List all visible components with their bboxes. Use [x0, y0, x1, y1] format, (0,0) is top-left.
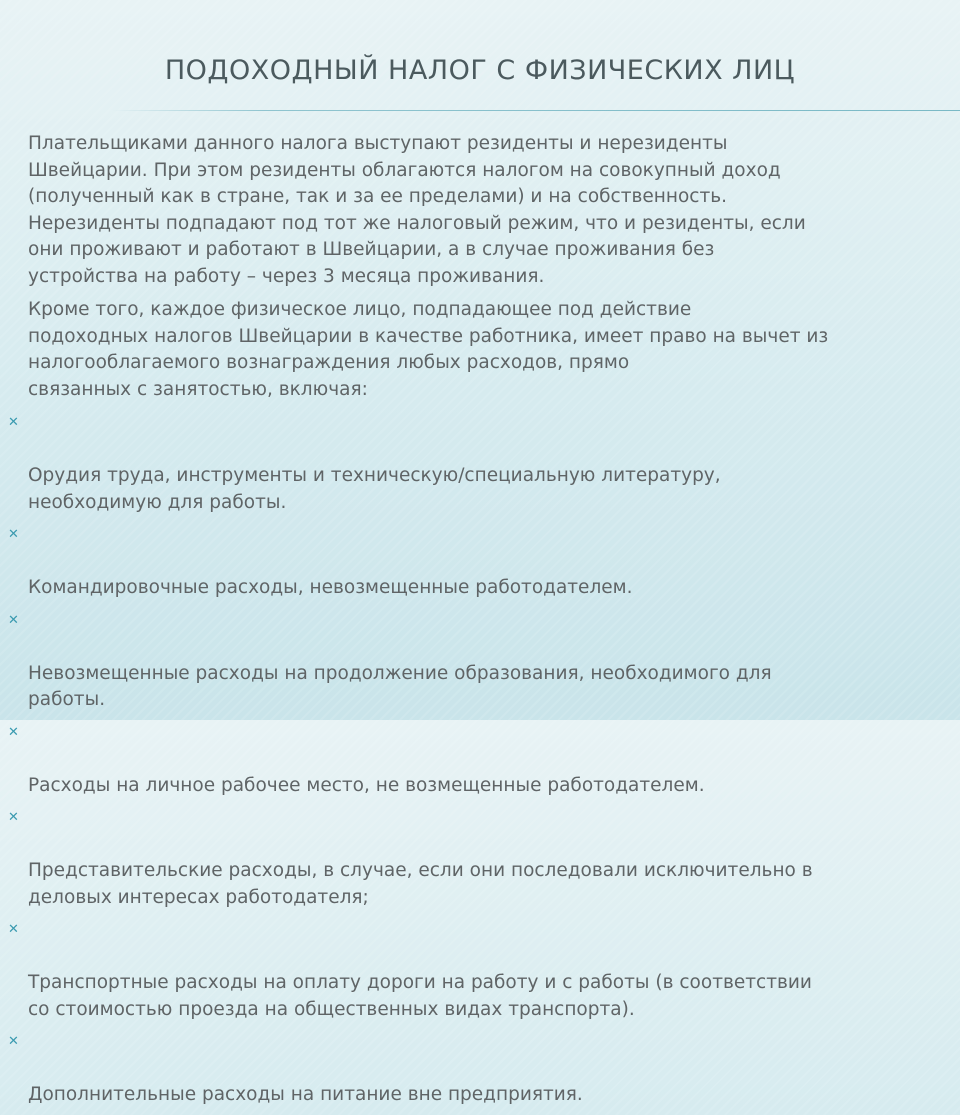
list-item-text: Командировочные расходы, невозмещенные работодателем. [28, 577, 633, 598]
x-bullet-icon: ✕ [8, 724, 19, 740]
list-item [8, 608, 953, 714]
list-item-text: Расходы на личное рабочее место, не возмещенные работодателем. [28, 774, 705, 796]
list-item-text: Невозмещенные расходы на продолжение образования, необходимого для работы. [28, 662, 772, 710]
list-item [8, 720, 953, 800]
list-item-text: Представительские расходы, в случае, если они последовали исключительно в деловых интересах работодателя; [28, 860, 813, 908]
x-bullet-icon: ✕ [8, 415, 19, 430]
slide-body [8, 131, 953, 1115]
list-item [8, 522, 953, 602]
x-bullet-icon: ✕ [8, 922, 19, 937]
bullet-list [8, 410, 953, 1109]
list-item-text: Дополнительные расходы на питание вне предприятия. [28, 1084, 583, 1105]
list-item [8, 410, 953, 516]
list-item-text: Орудия труда, инструменты и техническую/специальную литературу, необходимую для работы. [28, 465, 721, 513]
list-item-text: Транспортные расходы на оплату дороги на работу и с работы (в соответствии со стоимостью проезда на общественных видах транспорта). [28, 972, 812, 1020]
x-bullet-icon: ✕ [8, 810, 19, 825]
list-item [8, 1029, 953, 1109]
x-bullet-icon: ✕ [8, 612, 19, 628]
x-bullet-icon: ✕ [8, 1034, 19, 1049]
x-bullet-icon: ✕ [8, 527, 19, 542]
list-item [8, 805, 953, 911]
slide-title: ПОДОХОДНЫЙ НАЛОГ С ФИЗИЧЕСКИХ ЛИЦ [164, 55, 796, 86]
paragraph-residents: Плательщиками данного налога выступают резиденты и нерезиденты Швейцарии. При этом резиденты облагаются налогом на совокупный доход (полученный как в стране, так и за ее пределами) и на собственность. Нерезиденты подпадают под тот же налоговый режим, что и резиденты, если они проживают и работают в Швейцарии, а в случае проживания без устройства на работу – через 3 месяца проживания. [28, 133, 806, 287]
title-divider [112, 110, 960, 111]
paragraph-deductions: Кроме того, каждое физическое лицо, подпадающее под действие подоходных налогов Швейцарии в качестве работника, имеет право на вычет из налогооблагаемого вознаграждения любых расходов, прямо связанных с занятостью, включая: [28, 299, 829, 400]
list-item [8, 917, 953, 1023]
